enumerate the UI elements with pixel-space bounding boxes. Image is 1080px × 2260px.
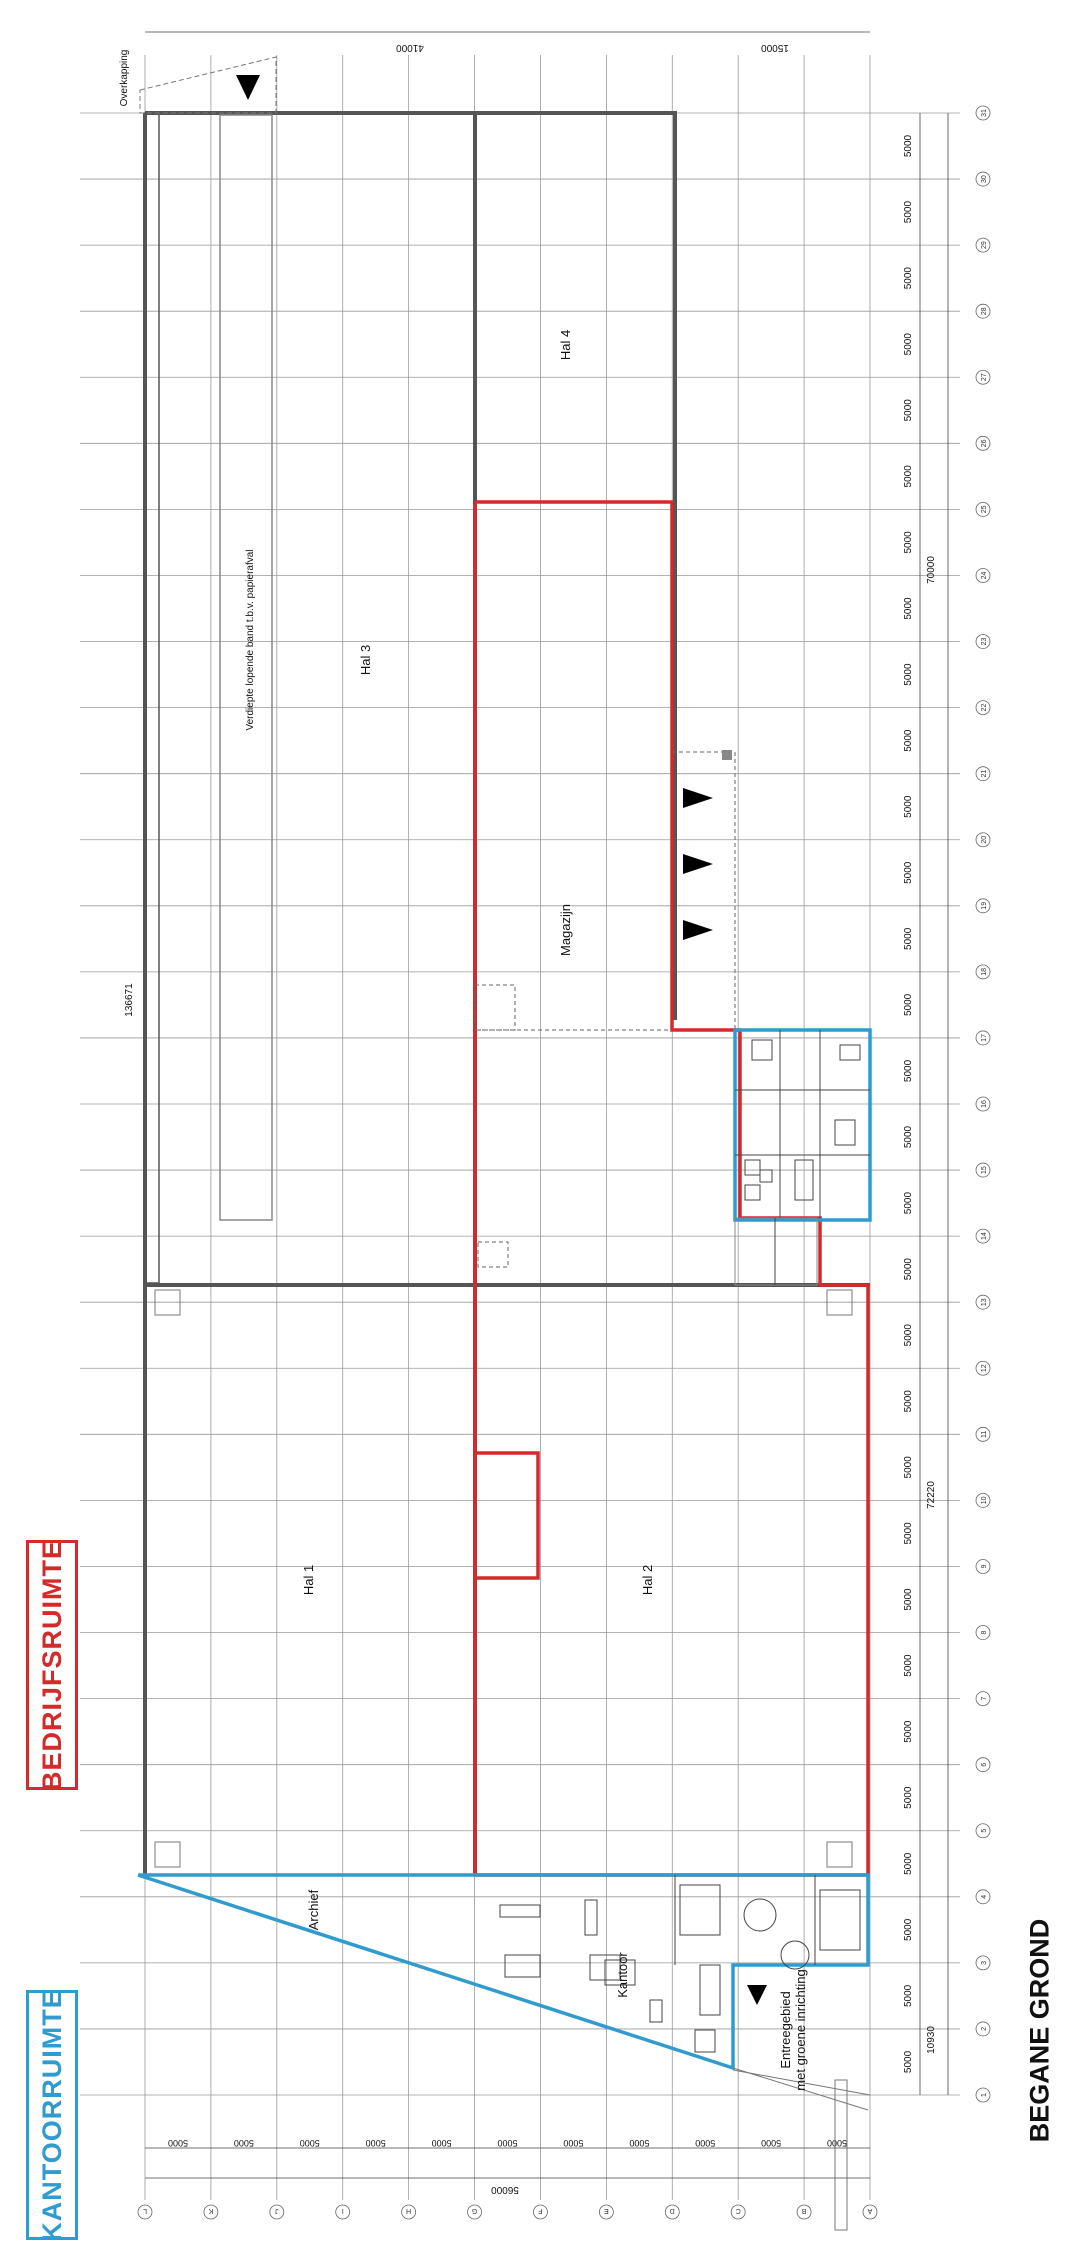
office-block-interior [735, 1030, 870, 1285]
bay-dim-28: 5000 [903, 267, 914, 290]
bay-dimensions [168, 134, 914, 2148]
grid-letter-D: D [669, 2207, 675, 2214]
bay-dim-16: 5000 [903, 1059, 914, 1083]
grid-number-6: 6 [981, 1762, 988, 1767]
bay-dim-H: 5000 [365, 2138, 386, 2148]
grid-number-16: 16 [981, 1100, 988, 1108]
dimension-lines [145, 32, 948, 2178]
bay-dim-15: 5000 [903, 1125, 914, 1149]
grid-number-bubbles [976, 106, 990, 2102]
bay-dim-13: 5000 [903, 1258, 914, 1281]
conveyor-label: Verdiepte lopende band t.b.v. papierafval [245, 549, 256, 731]
grid-number-31: 31 [981, 109, 988, 117]
bay-dim-1: 5000 [903, 2050, 914, 2074]
grid-number-1: 1 [981, 2093, 988, 2097]
grid-number-24: 24 [981, 571, 988, 580]
bay-dim-26: 5000 [903, 399, 914, 422]
grid-number-10: 10 [981, 1496, 988, 1505]
bay-dim-12: 5000 [903, 1324, 914, 1347]
bay-dim-4: 5000 [903, 1852, 914, 1875]
grid-number-5: 5 [981, 1828, 988, 1833]
grid-letter-H: H [406, 2207, 412, 2214]
grid-number-9: 9 [981, 1564, 988, 1569]
grid-number-20: 20 [981, 835, 988, 844]
grid-number-3: 3 [981, 1960, 988, 1965]
bay-dim-19: 5000 [903, 861, 914, 884]
grid-number-11: 11 [981, 1430, 988, 1438]
grid-number-26: 26 [981, 439, 988, 448]
grid-letter-bubbles [138, 2205, 877, 2219]
dim-top-15000: 15000 [761, 42, 789, 53]
bay-dim-14: 5000 [903, 1191, 914, 1215]
room-label-archief: Archief [306, 1889, 321, 1931]
bay-dim-2: 5000 [903, 1984, 914, 2008]
canopy [140, 57, 276, 113]
loading-dock-arrows [683, 788, 767, 2005]
bay-dim-30: 5000 [903, 134, 914, 158]
room-label-hal4: Hal 4 [558, 329, 573, 361]
grid-number-22: 22 [981, 703, 988, 712]
grid-number-4: 4 [981, 1894, 988, 1899]
grid-letter-I: I [341, 2207, 344, 2214]
floor-title [1018, 1880, 1062, 2180]
grid-letter-G: G [471, 2207, 478, 2214]
grid-number-29: 29 [981, 241, 988, 250]
grid-number-27: 27 [981, 373, 988, 382]
loading-annex [475, 752, 735, 1267]
grid-number-25: 25 [981, 505, 988, 514]
bay-dim-B: 5000 [761, 2138, 782, 2148]
room-label-entree-sub: met groene inrichting [793, 1969, 808, 2091]
grid-number-15: 15 [981, 1166, 988, 1174]
bay-dim-D: 5000 [629, 2138, 650, 2148]
grid-letter-C: C [735, 2207, 741, 2214]
grid-number-17: 17 [981, 1034, 988, 1042]
grid-number-7: 7 [981, 1696, 988, 1701]
grid-letter-L: L [143, 2207, 147, 2214]
bay-dim-6: 5000 [903, 1720, 914, 1743]
bay-dim-10: 5000 [903, 1456, 914, 1479]
grid-letter-B: B [801, 2207, 807, 2214]
legend-office-space [26, 1990, 78, 2240]
grid-number-2: 2 [981, 2026, 988, 2031]
bay-dim-A: 5000 [827, 2138, 848, 2148]
legend-business-space [26, 1540, 78, 1790]
grid-number-13: 13 [981, 1298, 988, 1307]
bay-dim-11: 5000 [903, 1390, 914, 1413]
bay-dim-J: 5000 [233, 2138, 254, 2148]
bay-dim-22: 5000 [903, 663, 914, 686]
grid-letter-F: F [538, 2207, 543, 2214]
room-label-kantoor: Kantoor [615, 1952, 630, 1998]
grid-number-14: 14 [981, 1232, 988, 1241]
bay-dim-5: 5000 [903, 1786, 914, 1809]
office-space-boundary [138, 1875, 868, 2068]
bay-dim-23: 5000 [903, 597, 914, 620]
office-block-north [735, 1030, 870, 1220]
bay-dim-24: 5000 [903, 531, 914, 554]
office-space-outline [138, 1875, 868, 2070]
bay-dim-7: 5000 [903, 1654, 914, 1677]
bay-dim-25: 5000 [903, 465, 914, 488]
room-label-hal2: Hal 2 [640, 1564, 655, 1596]
bay-dim-9: 5000 [903, 1522, 914, 1545]
grid-letter-E: E [604, 2207, 609, 2214]
dim-side-70000: 70000 [926, 556, 937, 584]
canopy-arrow [236, 75, 260, 100]
dim-side-72220: 72220 [926, 1481, 937, 1509]
grid-number-19: 19 [981, 901, 988, 910]
grid-number-21: 21 [981, 769, 988, 778]
grid-number-12: 12 [981, 1364, 988, 1373]
bay-dim-8: 5000 [903, 1588, 914, 1611]
bay-dim-27: 5000 [903, 333, 914, 356]
dim-bottom-56000: 56000 [491, 2184, 519, 2195]
bay-dim-17: 5000 [903, 993, 914, 1017]
bay-dim-E: 5000 [563, 2138, 584, 2148]
bay-dim-I: 5000 [299, 2138, 320, 2148]
bay-dim-3: 5000 [903, 1918, 914, 1941]
room-label-hal1: Hal 1 [301, 1564, 316, 1596]
floor-title-text: BEGANE GROND [1024, 1918, 1055, 2142]
grid-letter-A: A [867, 2207, 873, 2214]
grid-number-8: 8 [981, 1630, 988, 1635]
bay-dim-G: 5000 [431, 2138, 452, 2148]
dim-top-41000: 41000 [396, 42, 424, 53]
bay-dim-F: 5000 [497, 2138, 518, 2148]
grid-letter-K: K [208, 2207, 214, 2214]
bay-dim-18: 5000 [903, 927, 914, 950]
grid-number-23: 23 [981, 637, 988, 646]
bay-dim-29: 5000 [903, 200, 914, 224]
grid-number-30: 30 [981, 175, 988, 183]
loading-post [722, 750, 732, 760]
dim-side-136671: 136671 [124, 983, 135, 1017]
grid-number-18: 18 [981, 967, 988, 976]
room-label-entree: Entreegebied [778, 1991, 793, 2069]
legend-business-label: BEDRIJFSRUIMTE [36, 1539, 67, 1791]
legend-office-label: KANTOORRUIMTE [36, 1988, 67, 2242]
grid-letter-J: J [275, 2207, 279, 2214]
canopy-label: Overkapping [119, 49, 130, 107]
dim-side-10930: 10930 [926, 2026, 937, 2054]
structural-grid [80, 55, 960, 2200]
room-label-magazijn: Magazijn [558, 903, 573, 957]
bay-dim-C: 5000 [695, 2138, 716, 2148]
bay-dim-K: 5000 [167, 2138, 188, 2148]
grid-number-28: 28 [981, 307, 988, 316]
bay-dim-21: 5000 [903, 729, 914, 752]
bay-dim-20: 5000 [903, 795, 914, 818]
room-label-hal3: Hal 3 [358, 644, 373, 676]
